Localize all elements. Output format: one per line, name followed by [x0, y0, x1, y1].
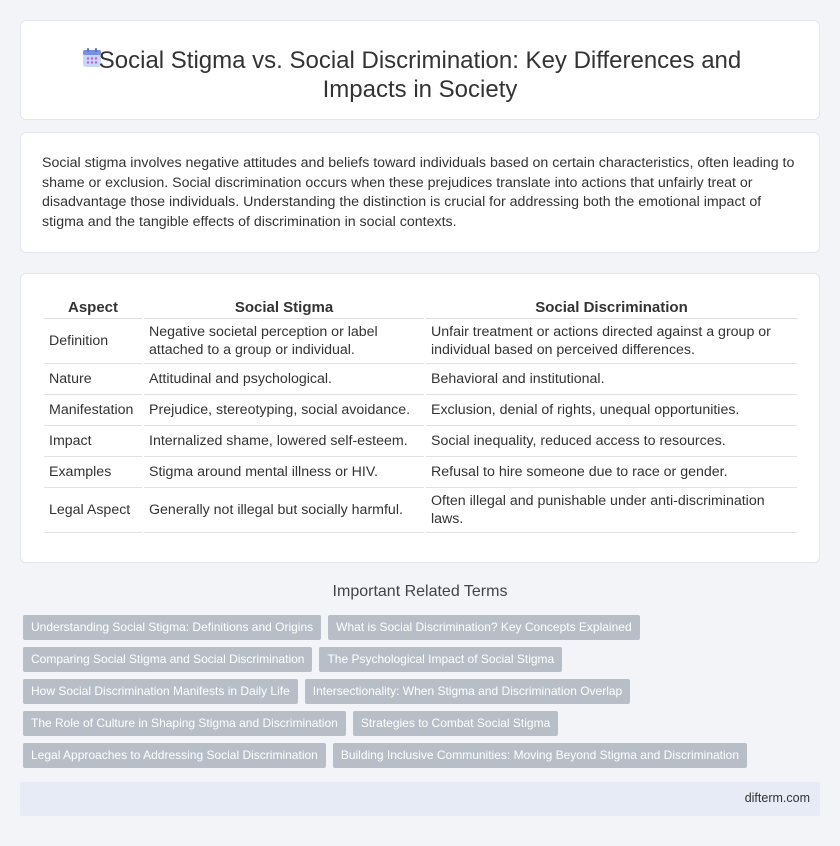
related-tags-row: [23, 647, 562, 672]
title-card: [20, 20, 820, 120]
intro-card: [20, 132, 820, 253]
related-term-link[interactable]: The Psychological Impact of Social Stigma: [319, 647, 562, 672]
header-social-stigma: Social Stigma: [144, 296, 424, 319]
table-row: [44, 319, 797, 364]
discrimination-cell: Behavioral and institutional.: [426, 364, 797, 395]
stigma-cell: Internalized shame, lowered self-esteem.: [144, 426, 424, 457]
related-term-link[interactable]: Understanding Social Stigma: Definitions and Origins: [23, 615, 321, 640]
table-row: [44, 488, 797, 533]
table-row: [44, 457, 797, 488]
aspect-cell: Nature: [44, 364, 142, 395]
aspect-cell: Impact: [44, 426, 142, 457]
discrimination-cell: Refusal to hire someone due to race or gender.: [426, 457, 797, 488]
related-tags-row: [23, 615, 640, 640]
aspect-cell: Examples: [44, 457, 142, 488]
header-aspect: Aspect: [44, 296, 142, 319]
intro-paragraph: Social stigma involves negative attitudes and beliefs toward individuals based on certain characteristics, often leading to shame or exclusion. Social discrimination occurs when these prejudices translate into actions that unfairly treat or disadvantage those individuals. Understanding the distinction is crucial for addressing both the emotional impact of stigma and the tangible effects of discrimination in social contexts.: [42, 155, 795, 230]
header-social-discrimination: Social Discrimination: [426, 296, 797, 319]
related-tags-row: [23, 711, 558, 736]
aspect-cell: Manifestation: [44, 395, 142, 426]
related-tags-row: [23, 743, 747, 768]
table-row: [44, 364, 797, 395]
discrimination-cell: Exclusion, denial of rights, unequal opportunities.: [426, 395, 797, 426]
related-term-link[interactable]: How Social Discrimination Manifests in Daily Life: [23, 679, 298, 704]
stigma-cell: Negative societal perception or label attached to a group or individual.: [144, 319, 424, 364]
related-term-link[interactable]: The Role of Culture in Shaping Stigma and Discrimination: [23, 711, 346, 736]
table-header-row: [44, 296, 797, 319]
related-term-link[interactable]: Strategies to Combat Social Stigma: [353, 711, 558, 736]
comparison-card: [20, 273, 820, 563]
discrimination-cell: Unfair treatment or actions directed against a group or individual based on perceived differences.: [426, 319, 797, 364]
related-terms-heading: Important Related Terms: [332, 583, 508, 600]
footer-bar: [20, 782, 820, 816]
page-title: Social Stigma vs. Social Discrimination: Key Differences and Impacts in Society: [98, 47, 742, 103]
stigma-cell: Generally not illegal but socially harmful.: [144, 488, 424, 533]
discrimination-cell: Often illegal and punishable under anti-discrimination laws.: [426, 488, 797, 533]
related-term-link[interactable]: What is Social Discrimination? Key Concepts Explained: [328, 615, 639, 640]
related-term-link[interactable]: Intersectionality: When Stigma and Discrimination Overlap: [305, 679, 630, 704]
aspect-cell: Legal Aspect: [44, 488, 142, 533]
discrimination-cell: Social inequality, reduced access to resources.: [426, 426, 797, 457]
table-row: [44, 426, 797, 457]
related-tags-row: [23, 679, 630, 704]
related-term-link[interactable]: Comparing Social Stigma and Social Discrimination: [23, 647, 312, 672]
related-term-link[interactable]: Legal Approaches to Addressing Social Discrimination: [23, 743, 326, 768]
stigma-cell: Stigma around mental illness or HIV.: [144, 457, 424, 488]
site-name[interactable]: difterm.com: [744, 791, 810, 805]
stigma-cell: Prejudice, stereotyping, social avoidance.: [144, 395, 424, 426]
comparison-table: [42, 296, 799, 533]
stigma-cell: Attitudinal and psychological.: [144, 364, 424, 395]
related-term-link[interactable]: Building Inclusive Communities: Moving Beyond Stigma and Discrimination: [333, 743, 747, 768]
aspect-cell: Definition: [44, 319, 142, 364]
table-row: [44, 395, 797, 426]
